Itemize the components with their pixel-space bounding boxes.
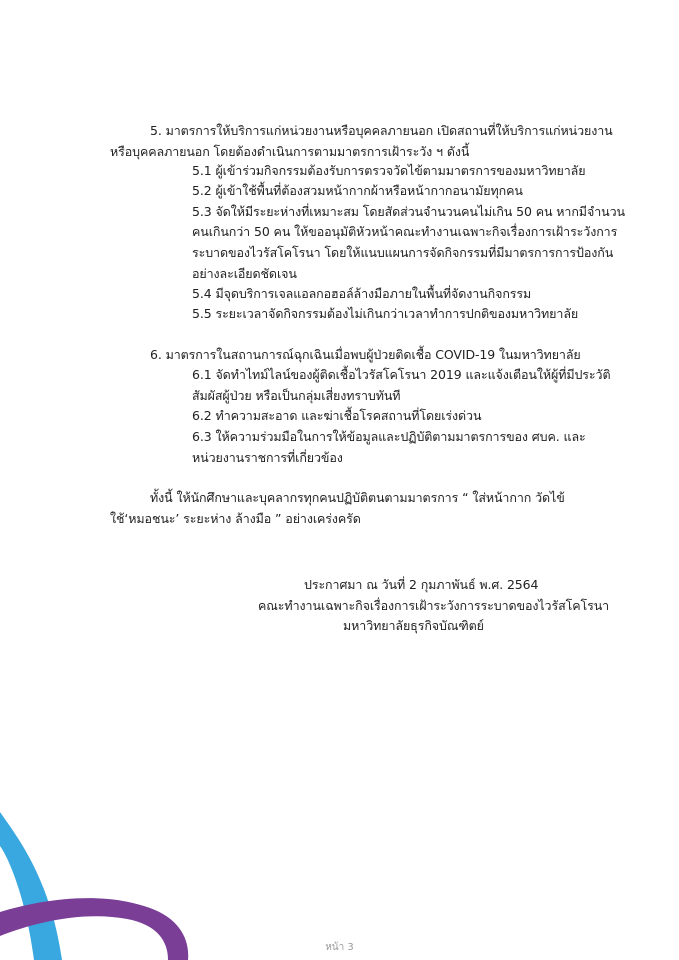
item-5-5: 5.5 ระยะเวลาจัดกิจกรรมต้องไม่เกินกว่าเวลาทำการปกติของมหาวิทยาลัย <box>192 306 579 321</box>
section-5-intro-line-1: 5. มาตรการให้บริการแก่หน่วยงานหรือบุคคลภายนอก เปิดสถานที่ให้บริการแก่หน่วยงาน <box>150 123 613 138</box>
item-5-3-line-2: คนเกินกว่า 50 คน ให้ขออนุมัติหัวหน้าคณะทำงานเฉพาะกิจเรื่องการเฝ้าระวังการ <box>192 224 618 239</box>
section-5-intro-line-2: หรือบุคคลภายนอก โดยต้องดำเนินการตามมาตรการเฝ้าระวัง ฯ ดังนี้ <box>110 144 470 159</box>
item-6-1-line-2: สัมผัสผู้ป่วย หรือเป็นกลุ่มเสี่ยงทราบทันที <box>192 388 401 403</box>
item-6-3-line-1: 6.3 ให้ความร่วมมือในการให้ข้อมูลและปฏิบัติตามมาตรการของ ศบค. และ <box>192 429 586 444</box>
page-number: หน้า 3 <box>325 942 354 953</box>
blue-ribbon <box>0 812 62 960</box>
signature-university: มหาวิทยาลัยธุรกิจบัณฑิตย์ <box>343 618 484 633</box>
closing-line-2: ใช้‘หมอชนะ’ ระยะห่าง ล้างมือ ” อย่างเคร่งครัด <box>110 511 361 526</box>
decorative-ribbon <box>0 790 200 960</box>
item-5-4: 5.4 มีจุดบริการเจลแอลกอฮอล์ล้างมือภายในพื้นที่จัดงานกิจกรรม <box>192 286 532 301</box>
item-5-3-line-3: ระบาดของไวรัสโคโรนา โดยให้แนบแผนการจัดกิจกรรมที่มีมาตรการการป้องกัน <box>192 245 614 260</box>
item-5-1: 5.1 ผู้เข้าร่วมกิจกรรมต้องรับการตรวจวัดไข้ตามมาตรการของมหาวิทยาลัย <box>192 163 586 178</box>
item-6-3-line-2: หน่วยงานราชการที่เกี่ยวข้อง <box>192 450 343 465</box>
section-6-intro: 6. มาตรการในสถานการณ์ฉุกเฉินเมื่อพบผู้ป่วยติดเชื้อ COVID-19 ในมหาวิทยาลัย <box>150 347 581 362</box>
item-5-3-line-4: อย่างละเอียดชัดเจน <box>192 266 297 281</box>
closing-line-1: ทั้งนี้ ให้นักศึกษาและบุคลากรทุกคนปฏิบัติตนตามมาตรการ “ ใส่หน้ากาก วัดไข้ <box>150 490 565 505</box>
item-5-3-line-1: 5.3 จัดให้มีระยะห่างที่เหมาะสม โดยสัดส่วนจำนวนคนไม่เกิน 50 คน หากมีจำนวน <box>192 204 625 219</box>
signature-committee: คณะทำงานเฉพาะกิจเรื่องการเฝ้าระวังการระบาดของไวรัสโคโรนา <box>258 598 610 613</box>
signature-date: ประกาศมา ณ วันที่ 2 กุมภาพันธ์ พ.ศ. 2564 <box>304 577 539 592</box>
item-6-2: 6.2 ทำความสะอาด และฆ่าเชื้อโรคสถานที่โดยเร่งด่วน <box>192 408 482 423</box>
item-5-2: 5.2 ผู้เข้าใช้พื้นที่ต้องสวมหน้ากากผ้าหรือหน้ากากอนามัยทุกคน <box>192 183 523 198</box>
item-6-1-line-1: 6.1 จัดทำไทม์ไลน์ของผู้ติดเชื้อไวรัสโคโรนา 2019 และแจ้งเตือนให้ผู้ที่มีประวัติ <box>192 367 611 382</box>
